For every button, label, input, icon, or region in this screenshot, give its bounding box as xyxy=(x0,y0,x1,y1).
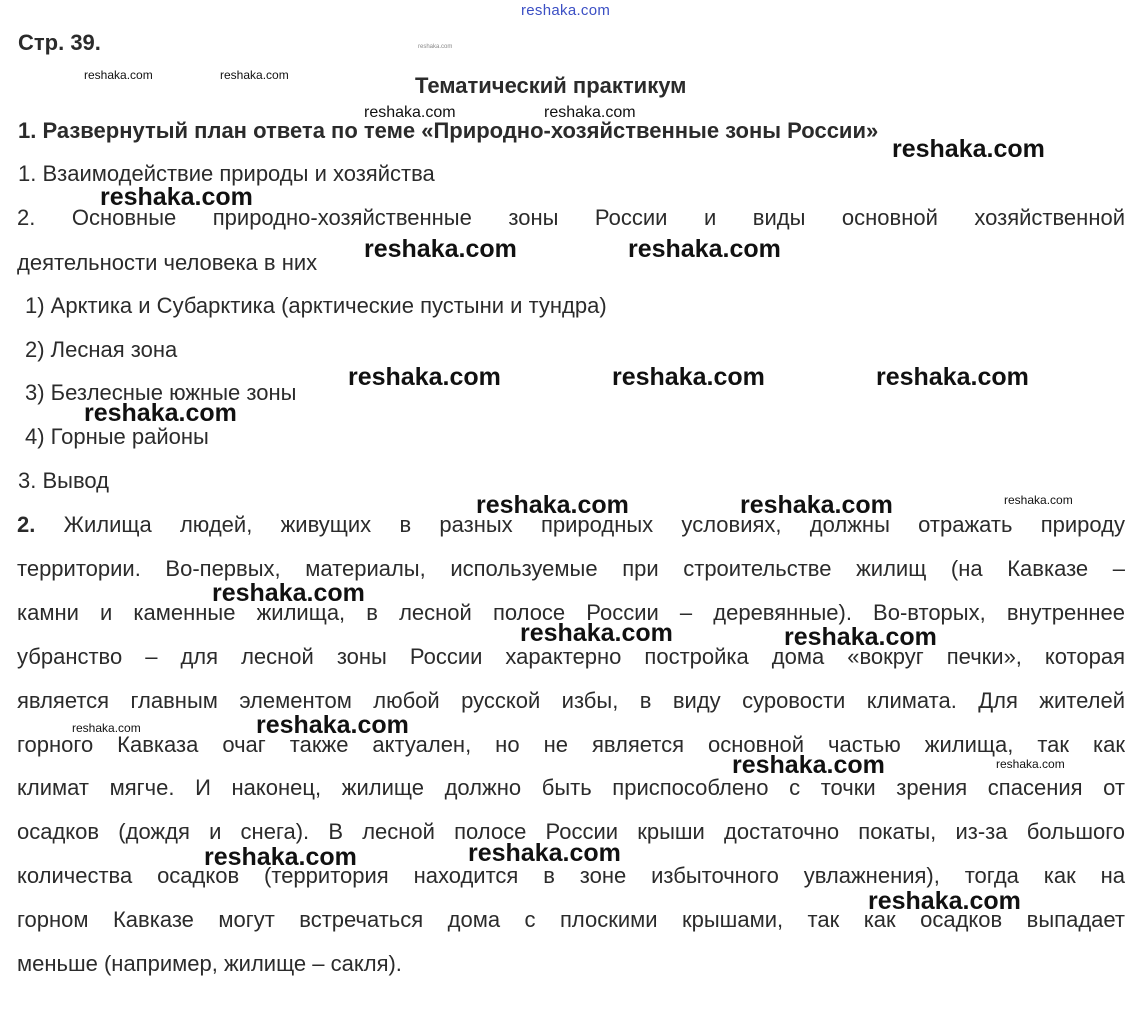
task2-line-1-text: Жилища людей, живущих в разных природных условиях, должны отражать природу xyxy=(63,512,1125,537)
plan-subitem-1: 1) Арктика и Субарктика (арктические пустыни и тундра) xyxy=(25,293,607,318)
watermark: reshaka.com xyxy=(72,721,141,735)
watermark: reshaka.com xyxy=(784,623,937,651)
header-watermark[interactable]: reshaka.com xyxy=(521,2,611,19)
watermark: reshaka.com xyxy=(212,579,365,607)
watermark: reshaka.com xyxy=(364,235,517,263)
watermark: reshaka.com xyxy=(476,491,629,519)
plan-subitem-3: 3) Безлесные южные зоны xyxy=(25,380,297,405)
watermark-dot: reshaka.com xyxy=(418,44,453,50)
watermark: reshaka.com xyxy=(100,183,253,211)
watermark: reshaka.com xyxy=(364,104,456,121)
task2-line-10: горном Кавказе могут встречаться дома с плоскими крышами, так как осадков выпадает xyxy=(17,907,1125,932)
task2-line-11: меньше (например, жилище – сакля). xyxy=(17,951,402,976)
task2-line-4: убранство – для лесной зоны России характерно постройка дома «вокруг печки», которая xyxy=(17,644,1125,669)
watermark: reshaka.com xyxy=(732,751,885,779)
task2-number: 2. xyxy=(17,512,36,537)
section-title: Тематический практикум xyxy=(415,73,687,98)
watermark: reshaka.com xyxy=(996,757,1065,771)
task2-line-8: осадков (дождя и снега). В лесной полосе России крыши достаточно покаты, из-за большого xyxy=(17,819,1125,844)
watermark: reshaka.com xyxy=(520,619,673,647)
watermark: reshaka.com xyxy=(868,887,1021,915)
watermark: reshaka.com xyxy=(544,104,636,121)
watermark: reshaka.com xyxy=(348,363,501,391)
task2-line-9: количества осадков (территория находится в зоне избыточного увлажнения), тогда как на xyxy=(17,863,1125,888)
watermark: reshaka.com xyxy=(892,135,1045,163)
watermark: reshaka.com xyxy=(256,711,409,739)
watermark: reshaka.com xyxy=(876,363,1029,391)
plan-item-2-line1: 2. Основные природно-хозяйственные зоны России и виды основной хозяйственной xyxy=(17,205,1125,230)
watermark: reshaka.com xyxy=(84,68,153,82)
watermark: reshaka.com xyxy=(204,843,357,871)
plan-subitem-2: 2) Лесная зона xyxy=(25,337,178,362)
watermark: reshaka.com xyxy=(468,839,621,867)
watermark: reshaka.com xyxy=(628,235,781,263)
watermark: reshaka.com xyxy=(740,491,893,519)
watermark: reshaka.com xyxy=(84,399,237,427)
watermark: reshaka.com xyxy=(220,68,289,82)
plan-item-3: 3. Вывод xyxy=(18,468,109,493)
task2-line-2: территории. Во-первых, материалы, используемые при строительстве жилищ (на Кавказе – xyxy=(17,556,1125,581)
task2-line-6: горного Кавказа очаг также актуален, но не является основной частью жилища, так как xyxy=(17,732,1125,757)
watermark: reshaka.com xyxy=(1004,493,1073,507)
task2-line-7: климат мягче. И наконец, жилище должно быть приспособлено с точки зрения спасения от xyxy=(17,775,1125,800)
page-label: Стр. 39. xyxy=(18,30,101,55)
task2-line-3: камни и каменные жилища, в лесной полосе России – деревянные). Во-вторых, внутреннее xyxy=(17,600,1125,625)
task2-line-5: является главным элементом любой русской избы, в виду суровости климата. Для жителей xyxy=(17,688,1125,713)
task1-title: 1. Развернутый план ответа по теме «Природно-хозяйственные зоны России» xyxy=(18,118,879,143)
plan-item-2-line2: деятельности человека в них xyxy=(17,250,318,275)
watermark: reshaka.com xyxy=(612,363,765,391)
plan-subitem-4: 4) Горные районы xyxy=(25,424,209,449)
plan-item-1: 1. Взаимодействие природы и хозяйства xyxy=(18,161,435,186)
